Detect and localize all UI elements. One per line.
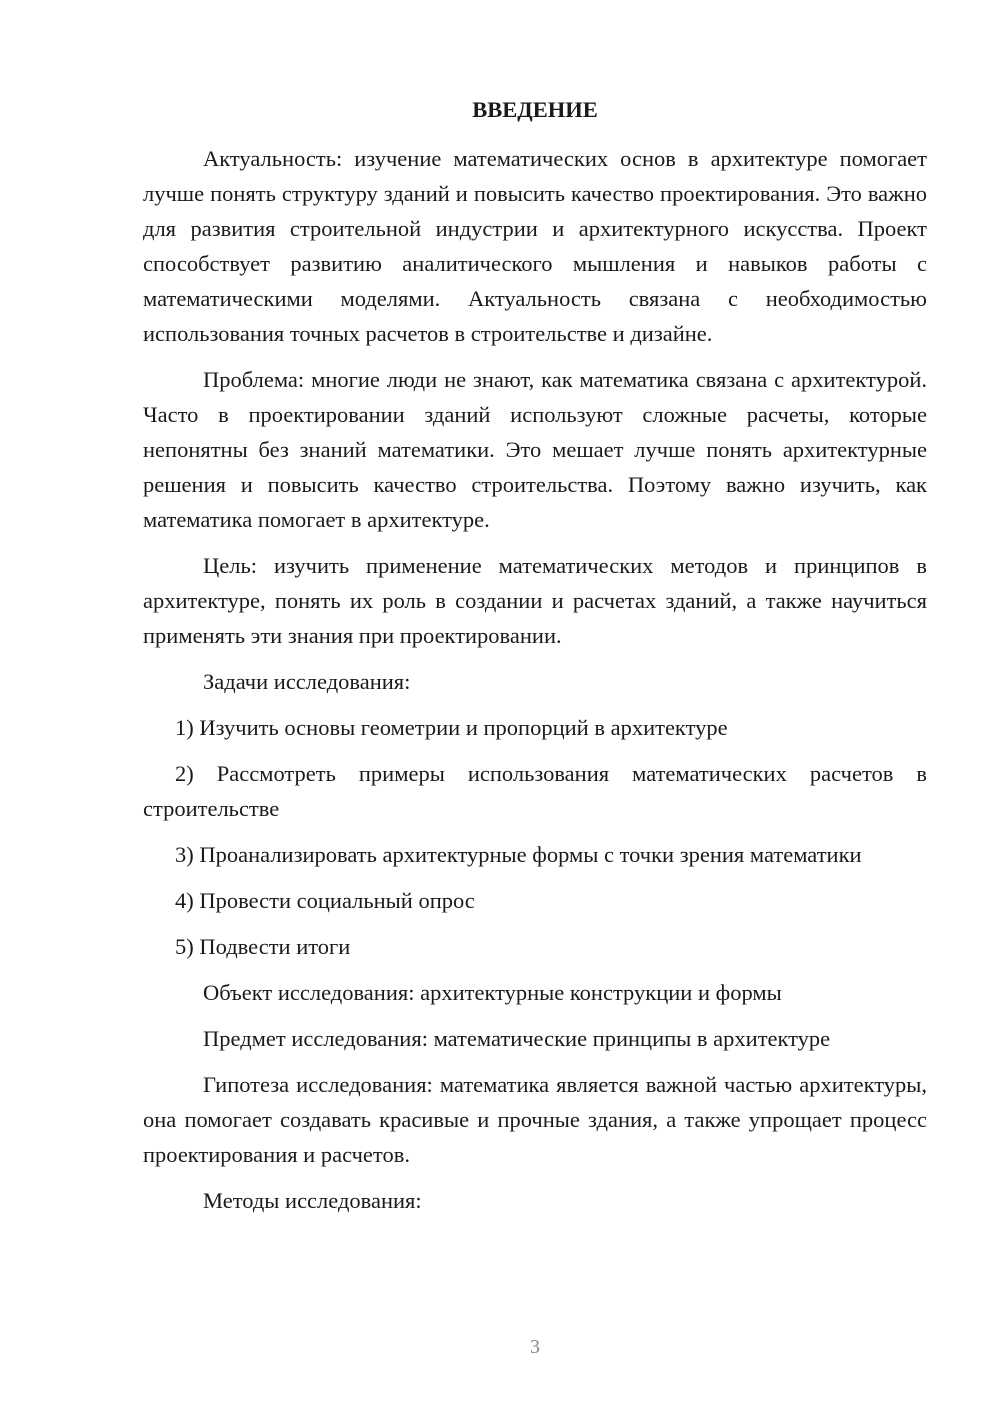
task-item: 2) Рассмотреть примеры использования математических расчетов в строительстве xyxy=(143,761,927,821)
page-number: 3 xyxy=(530,1336,540,1358)
object-paragraph: Объект исследования: архитектурные конструкции и формы xyxy=(203,980,782,1005)
hypothesis-paragraph: Гипотеза исследования: математика является важной частью архитектуры, она помогает создавать красивые и прочные здания, а также упрощает процесс проектирования и расчетов. xyxy=(143,1072,927,1167)
problem-paragraph: Проблема: многие люди не знают, как математика связана с архитектурой. Часто в проектировании зданий используют сложные расчеты, которые непонятны без знаний математики. Это мешает лучше понять архитектурные решения и повысить качество строительства. Поэтому важно изучить, как математика помогает в архитектуре. xyxy=(143,367,927,532)
tasks-heading: Задачи исследования: xyxy=(203,669,411,694)
task-item: 1) Изучить основы геометрии и пропорций в архитектуре xyxy=(175,715,728,740)
page-content xyxy=(143,92,927,1229)
goal-paragraph: Цель: изучить применение математических методов и принципов в архитектуре, понять их роль в создании и расчетах зданий, а также научиться применять эти знания при проектировании. xyxy=(143,553,927,648)
methods-heading: Методы исследования: xyxy=(203,1188,422,1213)
task-item: 5) Подвести итоги xyxy=(175,934,351,959)
task-item: 4) Провести социальный опрос xyxy=(175,888,475,913)
relevance-paragraph: Актуальность: изучение математических основ в архитектуре помогает лучше понять структуру зданий и повысить качество проектирования. Это важно для развития строительной индустрии и архитектурного искусства. Проект способствует развитию аналитического мышления и навыков работы с математическими моделями. Актуальность связана с необходимостью использования точных расчетов в строительстве и дизайне. xyxy=(143,146,927,346)
section-title: ВВЕДЕНИЕ xyxy=(472,97,598,122)
subject-paragraph: Предмет исследования: математические принципы в архитектуре xyxy=(203,1026,831,1051)
task-item: 3) Проанализировать архитектурные формы с точки зрения математики xyxy=(175,842,862,867)
